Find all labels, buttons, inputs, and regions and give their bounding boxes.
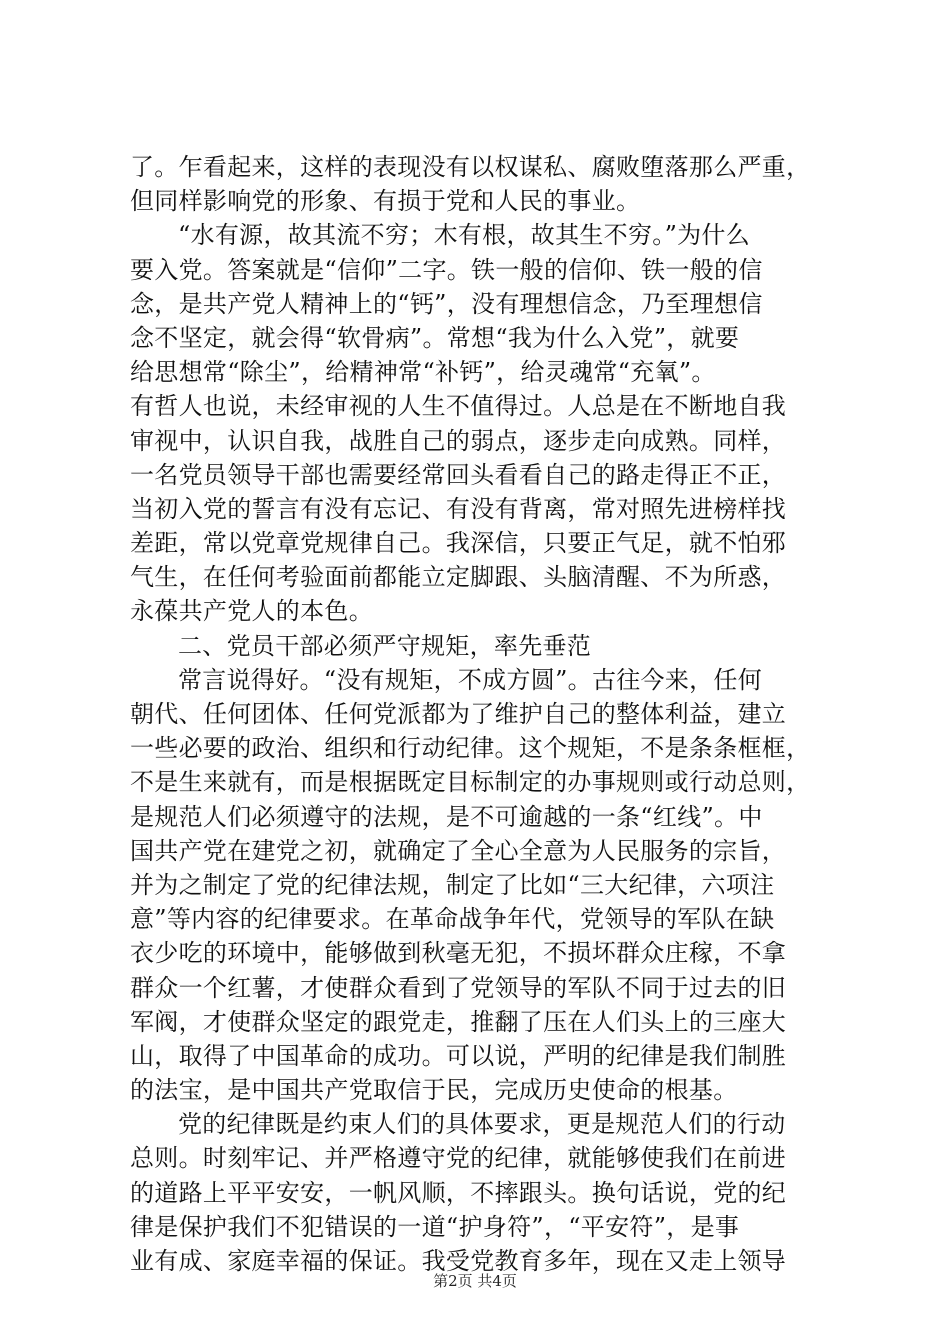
text-line: 常言说得好。“没有规矩，不成方圆”。古往今来，任何	[178, 665, 763, 694]
text-line: 业有成、家庭幸福的保证。我受党教育多年，现在又走上领导	[130, 1247, 787, 1275]
text-line: 当初入党的誓言有没有忘记、有没有背离，常对照先进榜样找	[130, 494, 787, 523]
text-line: 念不坚定，就会得“软骨病”。常想“我为什么入党”，就要	[130, 323, 740, 352]
text-line: 永葆共产党人的本色。	[130, 597, 373, 626]
text-line: 的法宝，是中国共产党取信于民，完成历史使命的根基。	[130, 1076, 738, 1105]
text-line: 但同样影响党的形象、有损于党和人民的事业。	[130, 187, 641, 216]
text-line: 意”等内容的纪律要求。在革命战争年代，党领导的军队在缺	[130, 905, 775, 934]
text-line: 并为之制定了党的纪律法规，制定了比如“三大纪律，六项注	[130, 870, 775, 899]
text-line: 有哲人也说，未经审视的人生不值得过。人总是在不断地自我	[130, 392, 787, 421]
text-line: 的道路上平平安安，一帆风顺，不摔跟头。换句话说，党的纪	[130, 1178, 787, 1207]
page-number-footer: 第2页 共4页	[433, 1272, 517, 1290]
text-line: 差距，常以党章党规律自己。我深信，只要正气足，就不怕邪	[130, 529, 787, 558]
text-line: 总则。时刻牢记、并严格遵守党的纪律，就能够使我们在前进	[130, 1144, 787, 1173]
text-line: 律是保护我们不犯错误的一道“护身符”，“平安符”，是事	[130, 1212, 740, 1241]
text-line: 军阀，才使群众坚定的跟党走，推翻了压在人们头上的三座大	[130, 1007, 787, 1036]
text-line: 国共产党在建党之初，就确定了全心全意为人民服务的宗旨，	[130, 836, 787, 865]
text-line: 气生，在任何考验面前都能立定脚跟、头脑清醒、不为所惑，	[130, 563, 787, 592]
text-line: 山，取得了中国革命的成功。可以说，严明的纪律是我们制胜	[130, 1041, 787, 1070]
text-line: 一名党员领导干部也需要经常回头看看自己的路走得正不正，	[130, 460, 787, 489]
text-line: 给思想常“除尘”，给精神常“补钙”，给灵魂常“充氧”。	[130, 358, 716, 387]
text-line: 衣少吃的环境中，能够做到秋毫无犯，不损坏群众庄稼，不拿	[130, 939, 787, 968]
text-line: 了。乍看起来，这样的表现没有以权谋私、腐败堕落那么严重，	[130, 153, 811, 181]
text-line: “水有源，故其流不穷；木有根，故其生不穷。”为什么	[178, 221, 751, 250]
text-line: 不是生来就有，而是根据既定目标制定的办事规则或行动总则，	[130, 768, 811, 797]
text-line: 朝代、任何团体、任何党派都为了维护自己的整体利益，建立	[130, 700, 787, 728]
body-text	[130, 150, 830, 1278]
section-heading: 二、党员干部必须严守规矩，率先垂范	[178, 631, 592, 660]
text-line: 是规范人们必须遵守的法规，是不可逾越的一条“红线”。中	[130, 802, 763, 831]
text-line: 一些必要的政治、组织和行动纪律。这个规矩，不是条条框框，	[130, 734, 811, 763]
text-line: 念，是共产党人精神上的“钙”，没有理想信念，乃至理想信	[130, 289, 763, 318]
text-line: 要入党。答案就是“信仰”二字。铁一般的信仰、铁一般的信	[130, 255, 763, 284]
text-line: 党的纪律既是约束人们的具体要求，更是规范人们的行动	[178, 1110, 786, 1139]
text-line: 审视中，认识自我，战胜自己的弱点，逐步走向成熟。同样，	[130, 426, 787, 455]
text-line: 群众一个红薯，才使群众看到了党领导的军队不同于过去的旧	[130, 973, 787, 1002]
